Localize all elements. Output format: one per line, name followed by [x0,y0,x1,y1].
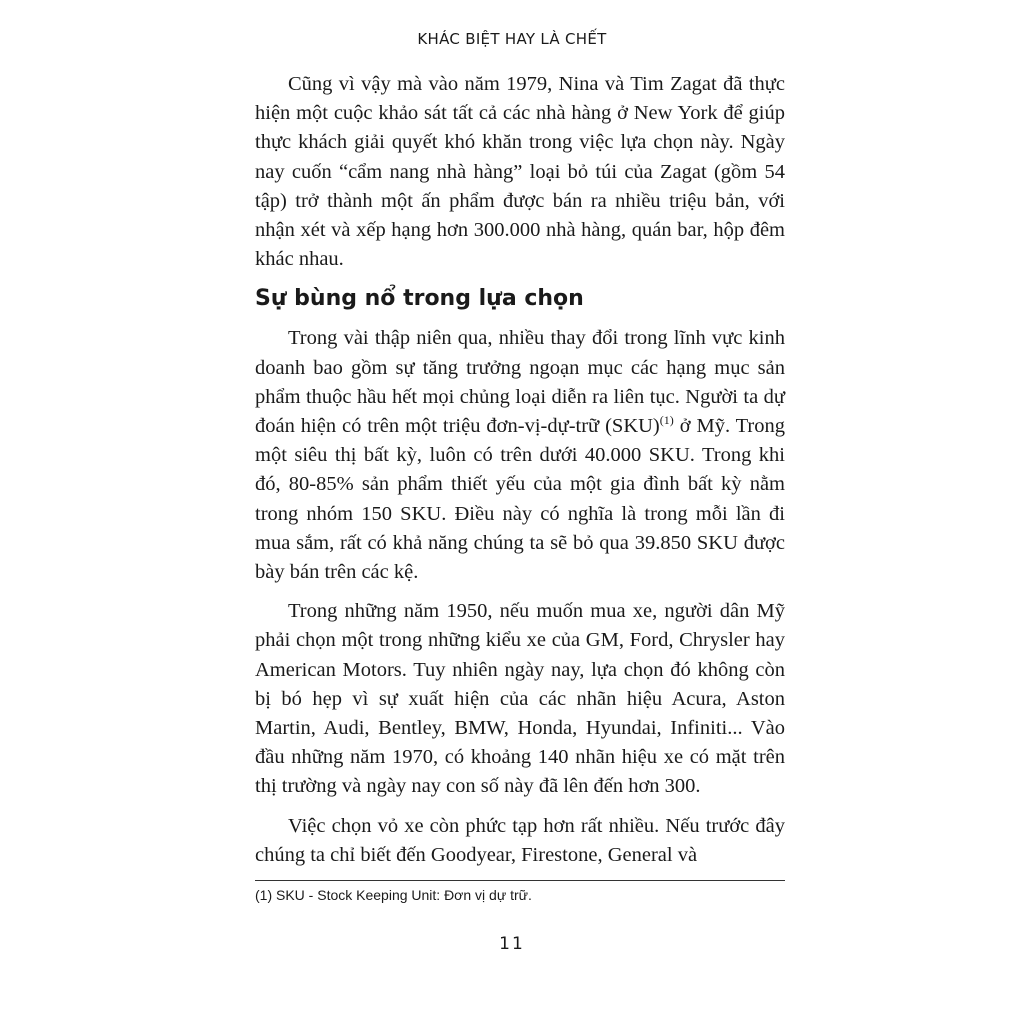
paragraph-tires: Việc chọn vỏ xe còn phức tạp hơn rất nhiều. Nếu trước đây chúng ta chỉ biết đến Goodyear, Firestone, General và [255,814,785,866]
section-heading: Sự bùng nổ trong lựa chọn [255,286,584,312]
paragraph-cars: Trong những năm 1950, nếu muốn mua xe, người dân Mỹ phải chọn một trong những kiểu xe của GM, Ford, Chrysler hay American Motors. Tuy nhiên ngày nay, lựa chọn đó không còn bị bó hẹp vì sự xuất hiện của các nhãn hiệu Acura, Aston Martin, Audi, Bentley, BMW, Honda, Hyundai, Infiniti... Vào đầu những năm 1970, có khoảng 140 nhãn hiệu xe có mặt trên thị trường và ngày nay con số này đã lên đến hơn 300. [255,600,785,798]
page-number: 11 [499,934,525,954]
footnote-reference: (1) [659,413,674,428]
paragraph-zagat: Cũng vì vậy mà vào năm 1979, Nina và Tim Zagat đã thực hiện một cuộc khảo sát tất cả các nhà hàng ở New York để giúp thực khách giải quyết khó khăn trong việc lựa chọn này. Ngày nay cuốn “cẩm nang nhà hàng” loại bỏ túi của Zagat (gồm 54 tập) trở thành một ấn phẩm được bán ra nhiều triệu bản, với nhận xét và xếp hạng hơn 300.000 nhà hàng, quán bar, hộp đêm khác nhau. [255,73,785,271]
paragraph-sku-part1: Trong vài thập niên qua, nhiều thay đổi trong lĩnh vực kinh doanh bao gồm sự tăng trưởng ngoạn mục các hạng mục sản phẩm thuộc hầu hết mọi chủng loại diễn ra liên tục. Người ta dự đoán hiện có trên một triệu đơn-vị-dự-trữ (SKU) [255,327,785,438]
footnote-divider [255,880,785,881]
body-text [255,70,785,880]
running-head: KHÁC BIỆT HAY LÀ CHẾT [417,30,607,48]
paragraph-sku-part2: ở Mỹ. Trong một siêu thị bất kỳ, luôn có trên dưới 40.000 SKU. Trong khi đó, 80-85% sản phẩm thiết yếu của một gia đình bất kỳ nằm trong nhóm 150 SKU. Điều này có nghĩa là trong mỗi lần đi mua sắm, rất có khả năng chúng ta sẽ bỏ qua 39.850 SKU được bày bán trên các kệ. [255,415,786,584]
paragraph-sku [255,324,785,587]
footnote: (1) SKU - Stock Keeping Unit: Đơn vị dự trữ. [255,887,532,903]
